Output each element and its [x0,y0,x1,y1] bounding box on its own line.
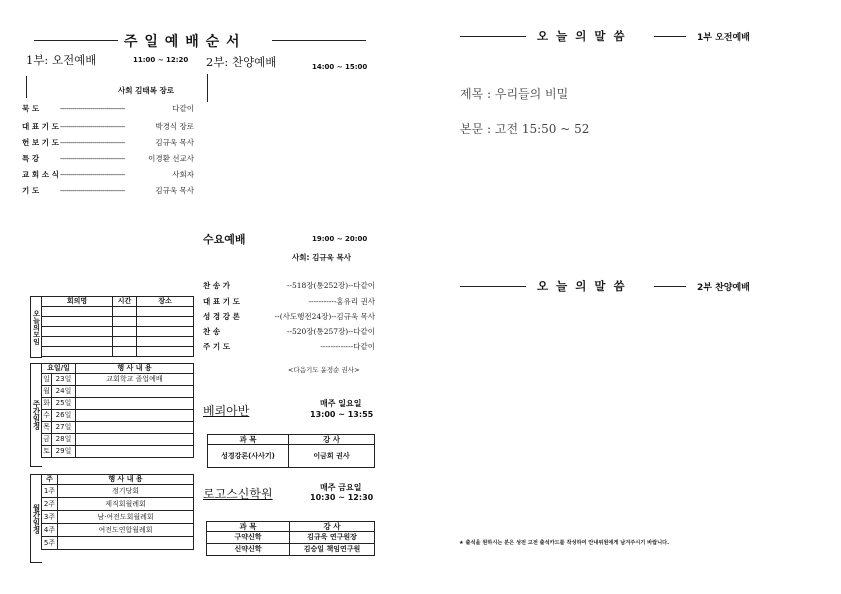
order-label: 교 회 소 식 [22,170,59,179]
table-row [42,337,194,347]
sermon-text: 본문 : 고전 15:50 ~ 52 [460,122,590,136]
order-label: 대 표 기 도 [203,297,240,306]
order-item [203,295,375,308]
table-row: 화 25일 [42,398,194,410]
todays-word-service-2: 2부 찬양예배 [697,283,750,293]
order-label: 헌 보 기 도 [22,138,59,147]
weekly-side-label: 주간일정 [30,363,42,467]
wednesday-presider: 사회: 김규욱 목사 [292,253,351,262]
table-row [42,317,194,327]
berea-class-time: 13:00 ~ 13:55 [310,410,374,419]
table-row: 구약신학 김규욱 연구원장 [207,532,375,544]
meetings-side-label: 오늘의모임 [30,296,42,358]
berea-class-table [207,434,375,468]
order-item: 헌 보 기 도 -------------------------------- 김규욱 목사 [22,138,194,147]
order-label: 특 강 [22,154,40,163]
order-label: 묵 도 [22,104,40,113]
logos-seminary-time: 10:30 ~ 12:30 [310,493,374,502]
table-row: 5주 [42,537,194,550]
berea-header: 과 목 [208,435,289,445]
service1-presider: 사회 김태복 장로 [118,86,174,95]
weekly-table [41,363,194,458]
order-value: --520장(통257장)--다같이 [286,327,375,336]
order-item: 교 회 소 식 -------------------------------- 사회자 [22,170,194,179]
order-item [203,325,375,338]
logos-seminary-title: 로고스신학원 [203,487,273,501]
sunday-service-title: 주 일 예 배 순 서 [124,34,241,50]
next-prayer-note: <다음기도 윤정순 권사> [288,366,360,374]
table-row: 신약신학 김승일 책임연구원 [207,544,375,556]
table-row [42,327,194,337]
order-label: 주 기 도 [203,342,230,351]
table-row: 월 24일 [42,386,194,398]
order-label: 기 도 [22,186,40,195]
logos-header: 과 목 [207,522,290,532]
registration-footnote: ★ 출석을 원하시는 분은 성전 고전 출석카드를 작성하여 안내위원에게 남겨주시기 바랍니다. [459,540,670,546]
berea-header: 강 사 [289,435,375,445]
order-label: 성 경 강 론 [203,312,240,321]
table-row [42,307,194,317]
logos-seminary-table [206,521,375,556]
meetings-header: 시간 [113,297,137,307]
order-value: 박경식 장로 [155,122,194,131]
berea-class-title: 베뢰아반 [203,404,250,418]
order-item: 기 도 -------------------------------- 김규욱 목사 [22,186,194,195]
order-value: 사회자 [172,170,194,179]
table-row: 성경강론(사사기) 이금희 권사 [208,445,375,468]
table-row: 4주 여전도연합월례회 [42,524,194,537]
todays-word-title-1: 오 늘 의 말 씀 [537,29,627,43]
order-item: 대 표 기 도 -------------------------------- 박경식 장로 [22,122,194,131]
meetings-header: 장소 [137,297,194,307]
service2-name: 2부: 찬양예배 [206,55,277,69]
logos-header: 강 사 [290,522,375,532]
order-label: 찬 송 가 [203,281,230,290]
order-value: --518장(통252장)--다같이 [286,281,375,290]
order-value: -------------다같이 [320,342,375,351]
table-row: 토 29일 [42,446,194,458]
table-row: 수 26일 [42,410,194,422]
wednesday-service-time: 19:00 ~ 20:00 [312,235,368,243]
monthly-header: 행 사 내 용 [58,475,194,485]
service1-name: 1부: 오전예배 [26,53,97,67]
monthly-header: 주 [42,475,58,485]
todays-word-title-2: 오 늘 의 말 씀 [537,279,627,293]
service1-time: 11:00 ~ 12:20 [133,56,189,64]
table-row: 1주 정기당회 [42,485,194,498]
weekly-header: 요일/일 [42,364,76,374]
table-row [42,347,194,357]
monthly-table [41,474,194,550]
table-row: 일 23일 교회학교 졸업예배 [42,374,194,386]
order-value: 이경환 선교사 [148,154,194,163]
table-row: 금 28일 [42,434,194,446]
order-item [203,310,375,323]
order-value: 김규욱 목사 [155,138,194,147]
logos-seminary-day: 매주 금요일 [320,483,362,492]
meetings-header: 회의명 [42,297,113,307]
order-item: 묵 도 -------------------------------- 다같이 [22,104,194,113]
order-label: 대 표 기 도 [22,122,59,131]
sermon-subject: 제목 : 우리들의 비밀 [460,87,569,101]
order-item [203,279,375,292]
table-row: 3주 남·여전도회월례회 [42,511,194,524]
order-value: -----------홍유리 권사 [308,297,375,306]
order-value: --(사도행전24장)--김규욱 목사 [274,312,375,321]
wednesday-service-name: 수요예배 [203,233,246,246]
weekly-header: 행 사 내 용 [76,364,194,374]
service2-time: 14:00 ~ 15:00 [312,63,368,71]
table-row: 2주 제직회월례회 [42,498,194,511]
monthly-side-label: 월간일정 [30,474,42,563]
order-value: 다같이 [172,104,194,113]
table-row: 목 27일 [42,422,194,434]
order-value: 김규욱 목사 [155,186,194,195]
todays-word-service-1: 1부 오전예배 [697,33,750,43]
meetings-table [41,296,194,357]
order-item [203,340,375,353]
order-item: 특 강 -------------------------------- 이경환 선교사 [22,154,194,163]
order-label: 찬 송 [203,327,221,336]
berea-class-day: 매주 일요일 [320,399,362,408]
